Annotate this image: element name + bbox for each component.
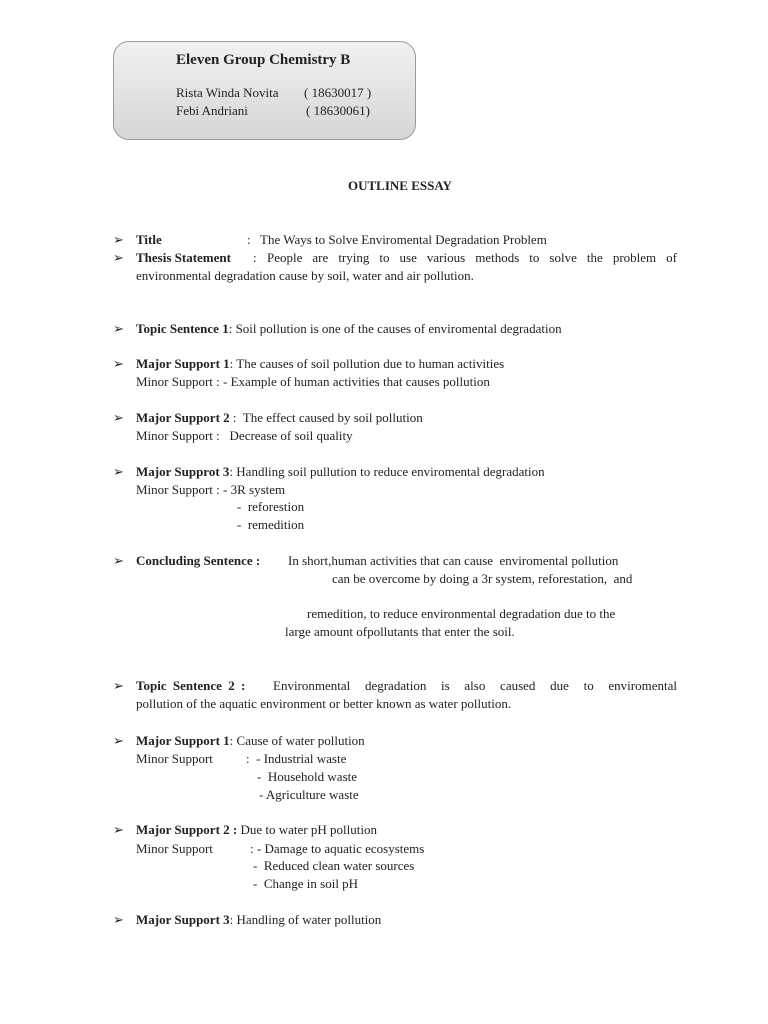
- topic-2-line-1: Environmental degradation is also caused due to enviromental: [273, 678, 677, 693]
- bullet-arrow-icon: ➢: [113, 822, 124, 837]
- bullet-arrow-icon: ➢: [113, 321, 124, 336]
- bullet-arrow-icon: ➢: [113, 250, 124, 265]
- wms2-minor-item-1: - Reduced clean water sources: [253, 858, 415, 873]
- major-support-2: [136, 409, 423, 427]
- outline-heading: OUTLINE ESSAY: [348, 178, 452, 193]
- ms2-label: Major Support 2: [136, 410, 230, 425]
- concluding-line-1: In short,human activities that can cause enviromental pollution: [288, 553, 619, 568]
- bullet-arrow-icon: ➢: [113, 410, 124, 425]
- topic-2-label: Topic Sentence 2 :: [136, 678, 246, 693]
- member-2-id: ( 18630061): [306, 103, 370, 118]
- bullet-arrow-icon: ➢: [113, 912, 124, 927]
- ms3-text: : Handling soil pullution to reduce enviromental degradation: [229, 464, 545, 479]
- wms3-text: : Handling of water pollution: [229, 912, 382, 927]
- member-1-name: Rista Winda Novita: [176, 85, 279, 100]
- wms1-minor-item-1: - Household waste: [257, 769, 358, 784]
- wms3-label: Major Support 3: [136, 912, 230, 927]
- wms2-minor-label: Minor Support: [136, 841, 213, 856]
- title-text: The Ways to Solve Enviromental Degradation Problem: [260, 232, 547, 247]
- water-major-support-2: [136, 821, 377, 839]
- concluding-line-4: large amount ofpollutants that enter the soil.: [285, 624, 515, 639]
- bullet-arrow-icon: ➢: [113, 232, 124, 247]
- wms1-minor-label: Minor Support: [136, 751, 213, 766]
- ms3-minor-item-2: - remedition: [237, 517, 305, 532]
- bullet-arrow-icon: ➢: [113, 553, 124, 568]
- member-1-id: ( 18630017 ): [304, 85, 372, 100]
- thesis-line-1: People are trying to use various methods to solve the problem of: [267, 250, 677, 265]
- wms1-minor-item-2: - Agriculture waste: [259, 787, 359, 802]
- major-support-3: [136, 463, 545, 481]
- topic-sentence-1: [136, 320, 562, 338]
- wms1-label: Major Support 1: [136, 733, 230, 748]
- ms3-minor-item-1: - reforestion: [237, 499, 305, 514]
- wms1-minor-first: : - Industrial waste: [246, 751, 347, 766]
- ms1-text: : The causes of soil pollution due to human activities: [229, 356, 505, 371]
- ms1-label: Major Support 1: [136, 356, 230, 371]
- ms2-minor: Minor Support : Decrease of soil quality: [136, 428, 353, 443]
- title-colon: :: [247, 232, 251, 247]
- ms3-label: Major Supprot 3: [136, 464, 230, 479]
- ms2-text: : The effect caused by soil pollution: [229, 410, 423, 425]
- major-support-1: [136, 355, 504, 373]
- title-label: Title: [136, 232, 162, 247]
- bullet-arrow-icon: ➢: [113, 678, 124, 693]
- bullet-arrow-icon: ➢: [113, 356, 124, 371]
- topic-1-text: : Soil pollution is one of the causes of enviromental degradation: [228, 321, 562, 336]
- member-2-name: Febi Andriani: [176, 103, 248, 118]
- ms1-minor: Minor Support : - Example of human activities that causes pollution: [136, 374, 490, 389]
- concluding-line-3: remedition, to reduce environmental degradation due to the: [307, 606, 616, 621]
- ms3-minor: Minor Support : - 3R system: [136, 482, 286, 497]
- thesis-line-2: environmental degradation cause by soil, water and air pollution.: [136, 268, 474, 283]
- topic-1-label: Topic Sentence 1: [136, 321, 229, 336]
- wms2-minor-first: : - Damage to aquatic ecosystems: [250, 841, 425, 856]
- thesis-colon: :: [253, 250, 257, 265]
- thesis-label: Thesis Statement: [136, 250, 231, 265]
- wms1-text: : Cause of water pollution: [229, 733, 365, 748]
- concluding-label: Concluding Sentence :: [136, 553, 261, 568]
- bullet-arrow-icon: ➢: [113, 733, 124, 748]
- topic-2-line-2: pollution of the aquatic environment or better known as water pollution.: [136, 696, 512, 711]
- water-major-support-3: [136, 911, 381, 929]
- wms2-minor-item-2: - Change in soil pH: [253, 876, 359, 891]
- concluding-line-2: can be overcome by doing a 3r system, reforestation, and: [332, 571, 633, 586]
- wms2-label: Major Support 2 :: [136, 822, 238, 837]
- bullet-arrow-icon: ➢: [113, 464, 124, 479]
- group-title: Eleven Group Chemistry B: [176, 52, 351, 68]
- wms2-text: Due to water pH pollution: [237, 822, 377, 837]
- water-major-support-1: [136, 732, 365, 750]
